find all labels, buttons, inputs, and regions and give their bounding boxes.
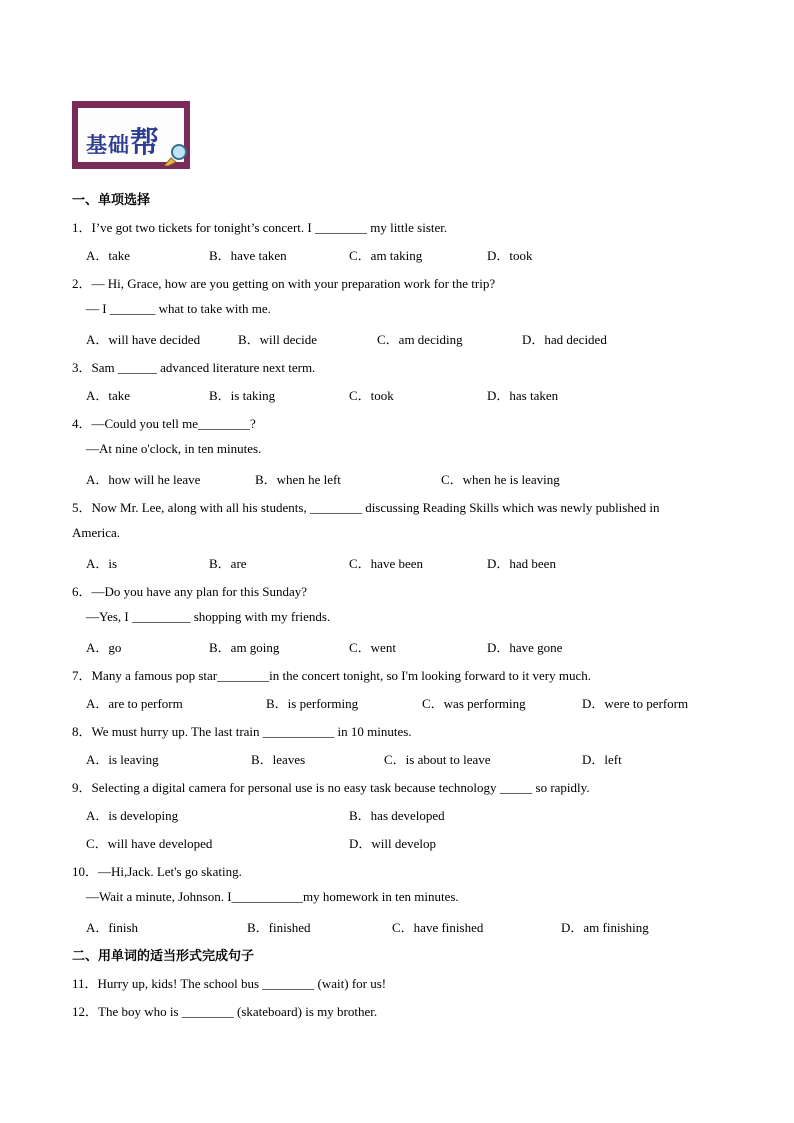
q5-option-d: D．had been: [487, 556, 556, 571]
q8-option-b: B．leaves: [251, 752, 306, 767]
q6-option-b: B．am going: [209, 640, 280, 655]
q7-option-d: D．were to perform: [582, 696, 689, 711]
section-heading-single-choice: 一、单项选择: [72, 193, 151, 208]
section-badge: [72, 101, 190, 169]
q1-option-d: D．took: [487, 248, 533, 263]
q4-option-c: C．when he is leaving: [441, 472, 560, 487]
q4-option-b: B．when he left: [255, 472, 341, 487]
q6-option-c: C．went: [349, 640, 396, 655]
question-7-stem: 7．Many a famous pop star________in the concert tonight, so I'm looking forward to it very much.: [72, 668, 591, 683]
q7-option-a: A．are to perform: [86, 696, 183, 711]
q10-option-a: A．finish: [86, 920, 139, 935]
q1-option-c: C．am taking: [349, 248, 423, 263]
badge-title: [86, 120, 160, 161]
question-2-stem: 2．— Hi, Grace, how are you getting on with your preparation work for the trip?: [72, 276, 496, 291]
question-9-stem: 9．Selecting a digital camera for personal use is no easy task because technology _____ so rapidly.: [72, 780, 590, 795]
q2-option-a: A．will have decided: [86, 332, 201, 347]
q1-option-a: A．take: [86, 248, 131, 263]
badge-panel: [78, 108, 184, 162]
q8-option-d: D．left: [582, 752, 622, 767]
q7-option-c: C．was performing: [422, 696, 526, 711]
q6-option-d: D．have gone: [487, 640, 563, 655]
q3-option-a: A．take: [86, 388, 131, 403]
q5-option-c: C．have been: [349, 556, 424, 571]
q6-option-a: A．go: [86, 640, 122, 655]
q4-option-a: A．how will he leave: [86, 472, 201, 487]
q9-option-c: C．will have developed: [86, 836, 213, 851]
question-8-stem: 8．We must hurry up. The last train ___________ in 10 minutes.: [72, 724, 412, 739]
question-2-reply: — I _______ what to take with me.: [86, 301, 271, 316]
question-4-stem: 4．—Could you tell me________?: [72, 416, 256, 431]
badge-text-b: 帮: [130, 125, 161, 159]
q2-option-d: D．had decided: [522, 332, 607, 347]
q10-option-c: C．have finished: [392, 920, 484, 935]
q10-option-d: D．am finishing: [561, 920, 649, 935]
question-5-stem: 5．Now Mr. Lee, along with all his students, ________ discussing Reading Skills which was newly published in: [72, 500, 660, 515]
badge-text-a: 基础: [86, 132, 130, 157]
q2-option-b: B．will decide: [238, 332, 318, 347]
q2-option-c: C．am deciding: [377, 332, 463, 347]
question-10-stem: 10．—Hi,Jack. Let's go skating.: [72, 864, 242, 879]
magnifier-icon: [164, 144, 188, 166]
question-4-reply: —At nine o'clock, in ten minutes.: [86, 441, 262, 456]
section-heading-word-forms: 二、用单词的适当形式完成句子: [72, 949, 255, 964]
question-6-reply: —Yes, I _________ shopping with my friends.: [86, 609, 331, 624]
question-12-stem: 12．The boy who is ________ (skateboard) is my brother.: [72, 1004, 378, 1019]
question-6-stem: 6．—Do you have any plan for this Sunday?: [72, 584, 308, 599]
question-1-stem: 1．I’ve got two tickets for tonight’s concert. I ________ my little sister.: [72, 220, 448, 235]
q3-option-b: B．is taking: [209, 388, 276, 403]
q7-option-b: B．is performing: [266, 696, 359, 711]
q9-option-b: B．has developed: [349, 808, 445, 823]
q8-option-c: C．is about to leave: [384, 752, 491, 767]
q9-option-d: D．will develop: [349, 836, 437, 851]
q1-option-b: B．have taken: [209, 248, 287, 263]
question-3-stem: 3．Sam ______ advanced literature next term.: [72, 360, 316, 375]
question-11-stem: 11．Hurry up, kids! The school bus ________ (wait) for us!: [72, 976, 387, 991]
q5-option-a: A．is: [86, 556, 118, 571]
question-5-stem-cont: America.: [72, 525, 121, 540]
q3-option-d: D．has taken: [487, 388, 559, 403]
q9-option-a: A．is developing: [86, 808, 179, 823]
question-10-reply: —Wait a minute, Johnson. I___________my homework in ten minutes.: [86, 889, 459, 904]
q8-option-a: A．is leaving: [86, 752, 159, 767]
q5-option-b: B．are: [209, 556, 247, 571]
q3-option-c: C．took: [349, 388, 394, 403]
q10-option-b: B．finished: [247, 920, 311, 935]
